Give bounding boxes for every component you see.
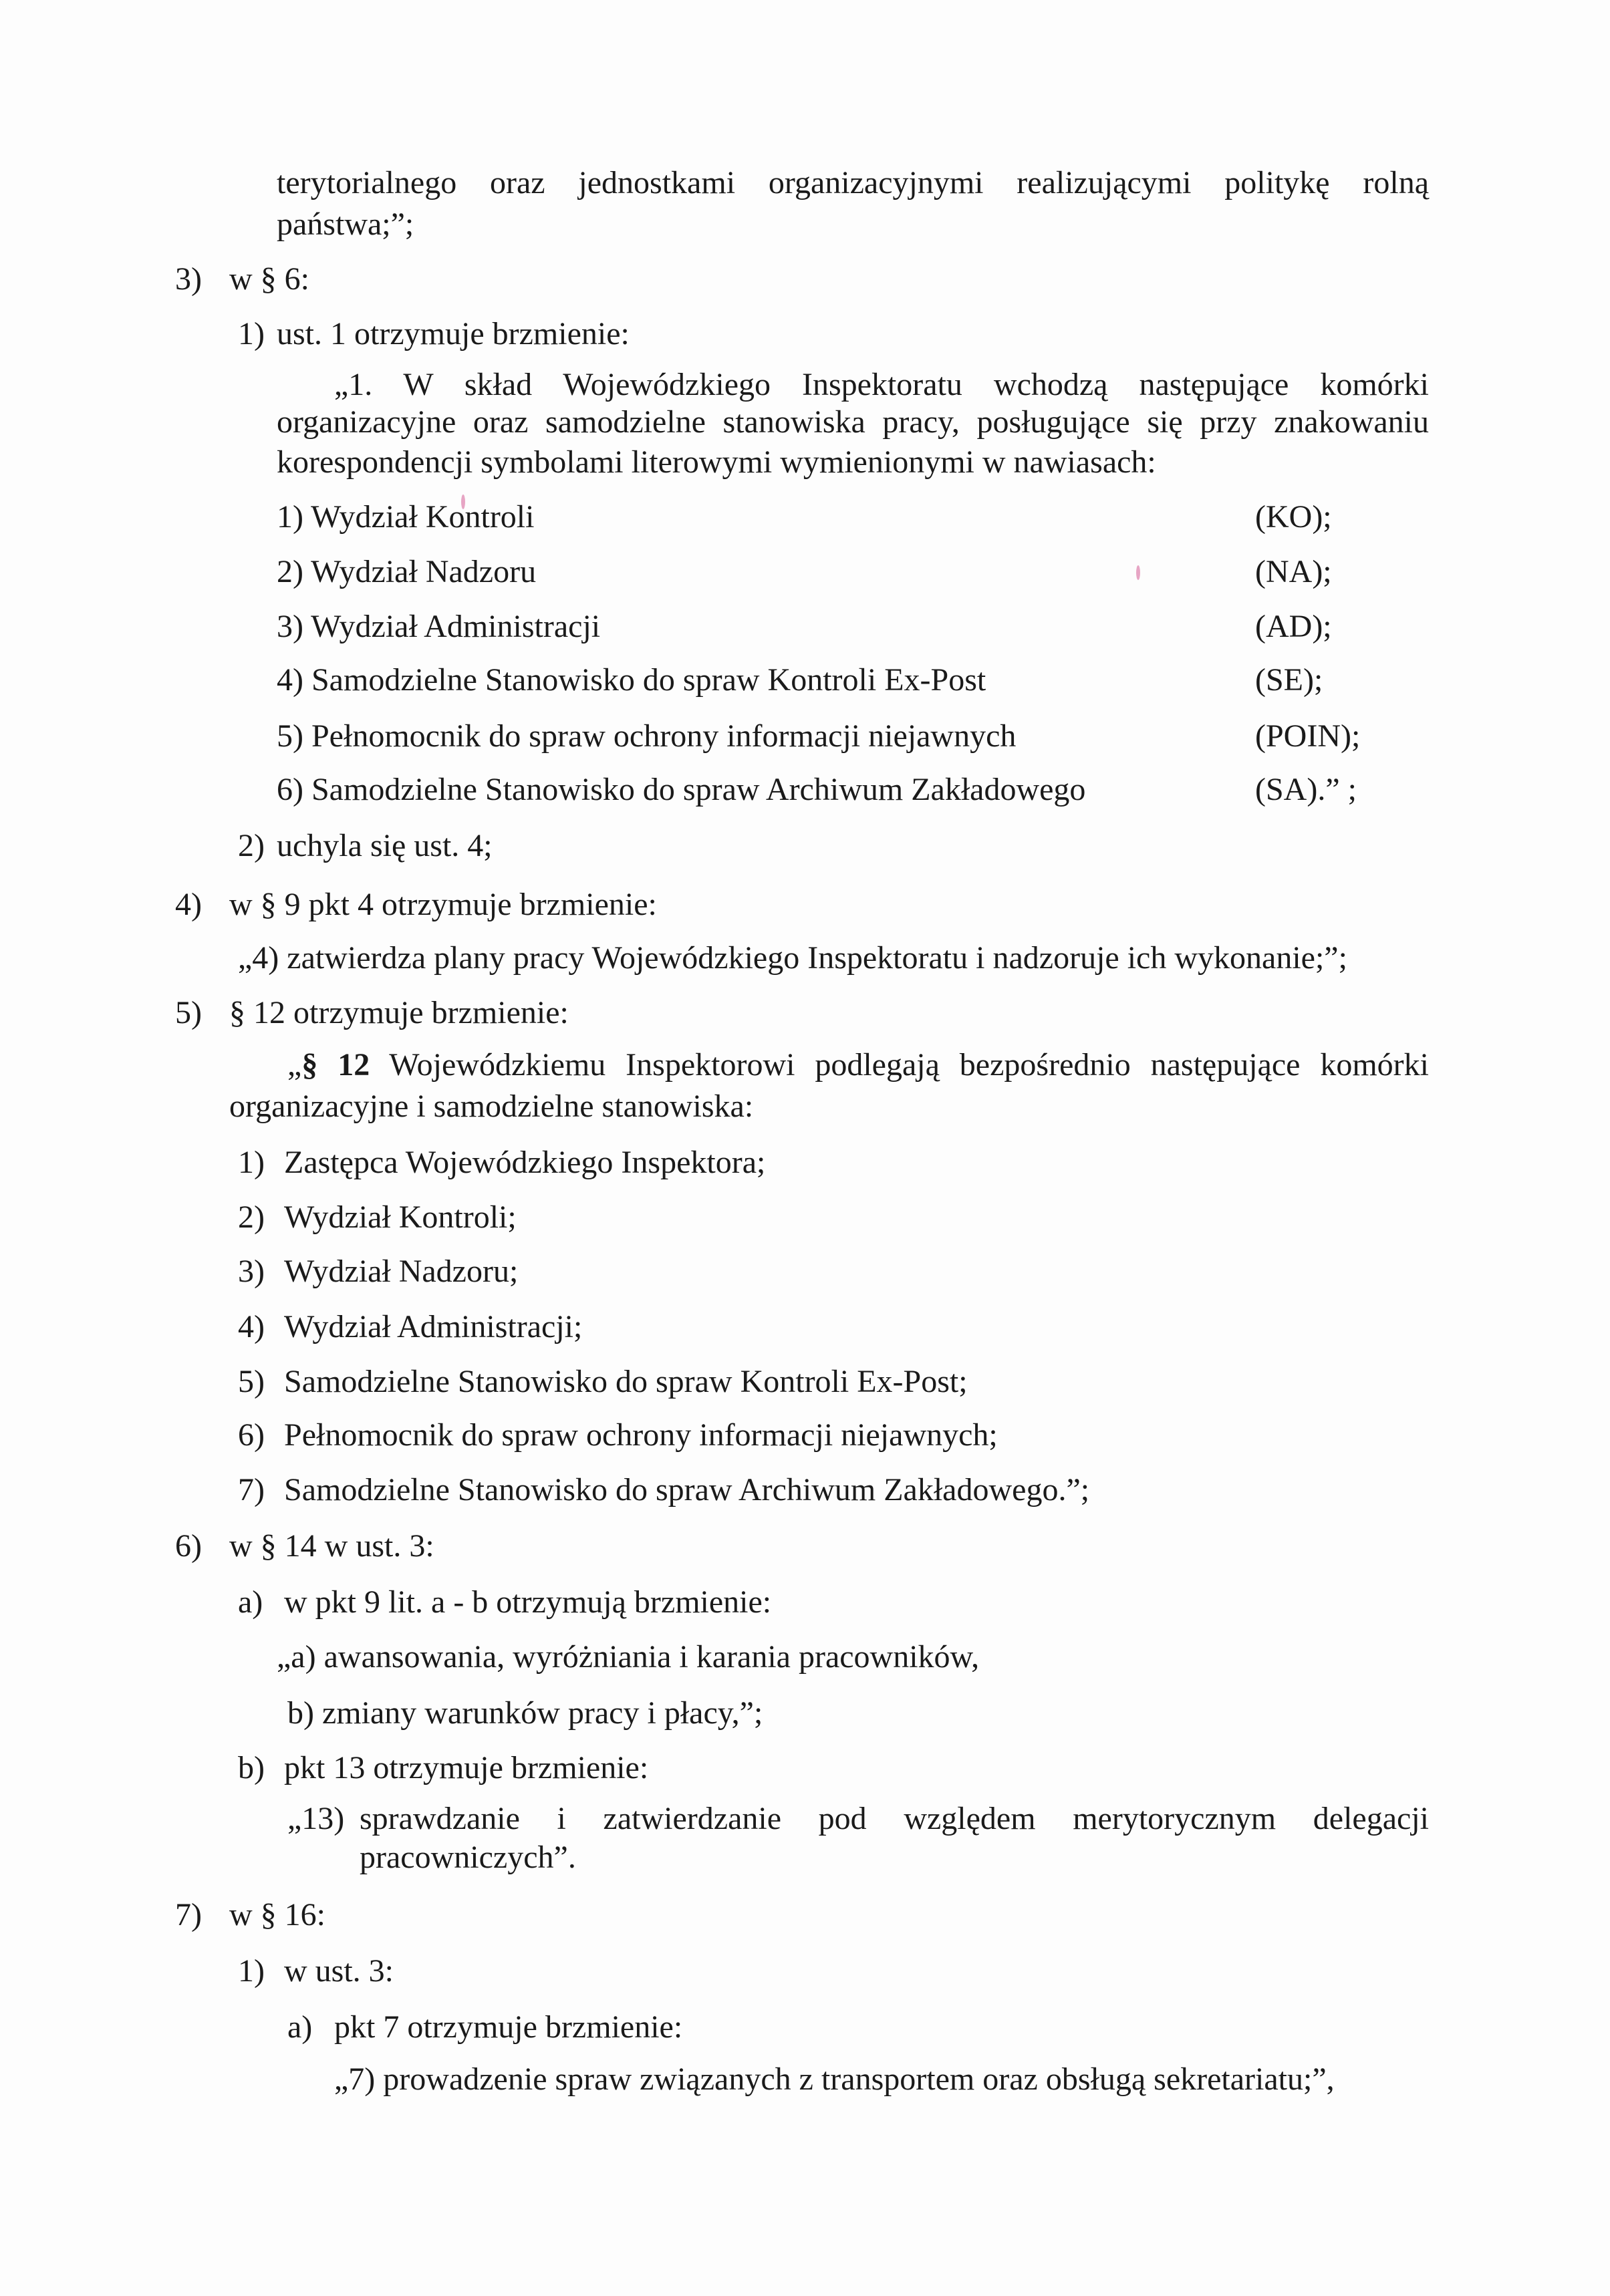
unit-code: (NA); xyxy=(1255,554,1332,589)
scan-speck xyxy=(1136,565,1140,580)
subordinate-text: Samodzielne Stanowisko do spraw Archiwum Zakładowego.”; xyxy=(284,1472,1090,1508)
unit-code: (AD); xyxy=(1255,609,1332,644)
subordinate-text: Wydział Kontroli; xyxy=(284,1199,517,1235)
subordinate-text: Pełnomocnik do spraw ochrony informacji niejawnych; xyxy=(284,1417,998,1453)
item-4-text: w § 9 pkt 4 otrzymuje brzmienie: xyxy=(229,887,657,922)
subordinate-number: 6) xyxy=(238,1417,265,1453)
continuation-line-1: terytorialnego oraz jednostkami organizacyjnymi realizującymi politykę rolną xyxy=(277,165,1429,200)
quote-12-paragraph-mark: § 12 xyxy=(301,1047,370,1083)
item-7-1-text: w ust. 3: xyxy=(284,1953,394,1989)
quote-6-1-line-2: organizacyjne oraz samodzielne stanowiska pracy, posługujące się przy znakowaniu xyxy=(277,404,1429,440)
item-4-quote: „4) zatwierdza plany pracy Wojewódzkiego Inspektoratu i nadzoruje ich wykonanie;”; xyxy=(238,940,1347,976)
item-3-2-number: 2) xyxy=(238,828,265,863)
quote-13-number: „13) xyxy=(287,1801,345,1836)
item-6-b-number: b) xyxy=(238,1750,265,1785)
item-6-a-number: a) xyxy=(238,1584,263,1620)
subordinate-number: 4) xyxy=(238,1309,265,1344)
subordinate-number: 5) xyxy=(238,1364,265,1399)
item-5-text: § 12 otrzymuje brzmienie: xyxy=(229,995,569,1030)
quote-12-open: „ xyxy=(287,1047,302,1083)
subordinate-number: 1) xyxy=(238,1145,265,1180)
quote-12-line-1 xyxy=(287,1046,1429,1084)
item-7-1-a-text: pkt 7 otrzymuje brzmienie: xyxy=(334,2009,683,2045)
item-3-1-text: ust. 1 otrzymuje brzmienie: xyxy=(277,316,630,351)
item-4-number: 4) xyxy=(175,887,202,922)
item-7-text: w § 16: xyxy=(229,1897,325,1932)
quote-b-line: b) zmiany warunków pracy i płacy,”; xyxy=(287,1695,763,1731)
item-6-b-text: pkt 13 otrzymuje brzmienie: xyxy=(284,1750,649,1785)
item-3-text: w § 6: xyxy=(229,261,309,297)
quote-12-text: Wojewódzkiemu Inspektorowi podlegają bezpośrednio następujące komórki xyxy=(370,1047,1430,1083)
item-3-1-number: 1) xyxy=(238,316,265,351)
subordinate-number: 7) xyxy=(238,1472,265,1508)
quote-a-line: „a) awansowania, wyróżniania i karania pracowników, xyxy=(277,1639,980,1675)
item-6-number: 6) xyxy=(175,1528,202,1564)
quote-6-1-line-3: korespondencji symbolami literowymi wymienionymi w nawiasach: xyxy=(277,444,1156,480)
unit-code: (KO); xyxy=(1255,499,1332,535)
continuation-line-2: państwa;”; xyxy=(277,206,414,242)
unit-label: 5) Pełnomocnik do spraw ochrony informacji niejawnych xyxy=(277,718,1017,754)
subordinate-number: 3) xyxy=(238,1254,265,1289)
unit-code: (SE); xyxy=(1255,662,1323,698)
subordinate-text: Samodzielne Stanowisko do spraw Kontroli Ex-Post; xyxy=(284,1364,968,1399)
unit-code: (SA).” ; xyxy=(1255,772,1357,807)
quote-6-1-line-1: „1. W skład Wojewódzkiego Inspektoratu wchodzą następujące komórki xyxy=(334,367,1429,402)
unit-label: 4) Samodzielne Stanowisko do spraw Kontroli Ex-Post xyxy=(277,662,986,698)
quote-13-line-2: pracowniczych”. xyxy=(360,1840,576,1875)
item-6-text: w § 14 w ust. 3: xyxy=(229,1528,434,1564)
quote-12-line-2: organizacyjne i samodzielne stanowiska: xyxy=(229,1089,754,1124)
unit-code: (POIN); xyxy=(1255,718,1361,754)
unit-label: 1) Wydział Kontroli xyxy=(277,499,535,535)
quote-13-line-1: sprawdzanie i zatwierdzanie pod względem merytorycznym delegacji xyxy=(360,1801,1429,1836)
unit-label: 2) Wydział Nadzoru xyxy=(277,554,537,589)
quote-7-line: „7) prowadzenie spraw związanych z transportem oraz obsługą sekretariatu;”, xyxy=(334,2061,1335,2097)
item-7-1-a-number: a) xyxy=(287,2009,313,2045)
subordinate-number: 2) xyxy=(238,1199,265,1235)
subordinate-text: Zastępca Wojewódzkiego Inspektora; xyxy=(284,1145,766,1180)
item-5-number: 5) xyxy=(175,995,202,1030)
subordinate-text: Wydział Nadzoru; xyxy=(284,1254,519,1289)
item-7-1-number: 1) xyxy=(238,1953,265,1989)
unit-label: 6) Samodzielne Stanowisko do spraw Archiwum Zakładowego xyxy=(277,772,1086,807)
item-6-a-text: w pkt 9 lit. a - b otrzymują brzmienie: xyxy=(284,1584,772,1620)
item-3-2-text: uchyla się ust. 4; xyxy=(277,828,493,863)
item-7-number: 7) xyxy=(175,1897,202,1932)
unit-label: 3) Wydział Administracji xyxy=(277,609,601,644)
subordinate-text: Wydział Administracji; xyxy=(284,1309,583,1344)
item-3-number: 3) xyxy=(175,261,202,297)
